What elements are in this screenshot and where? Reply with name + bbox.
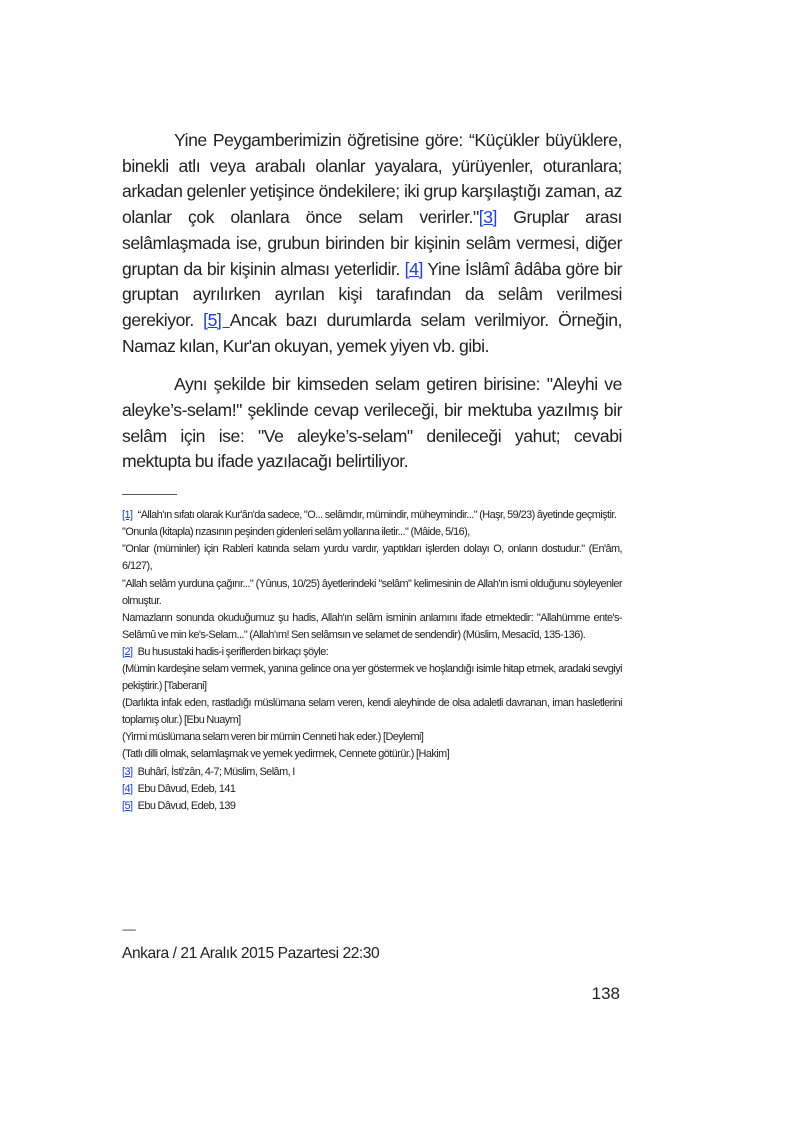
footnote-ref-5[interactable]: [5]	[203, 309, 230, 330]
footnote-1-number[interactable]: [1]	[122, 509, 133, 522]
page-content	[122, 128, 622, 815]
footnote-2-line-1: Bu husustaki hadis-i şeriflerden birkaçı şöyle:	[135, 645, 329, 658]
footnote-5	[122, 798, 622, 815]
footnote-2-line-2: (Mümin kardeşine selam vermek, yanına gelince ona yer göstermek ve hoşlandığı isimle hitap etmek, aradaki sevgiyi pekiştirir.) [Taberani]	[122, 662, 622, 693]
footnote-2	[122, 644, 622, 661]
footnote-1-line-4: "Allah selâm yurduna çağırır..." (Yûnus, 10/25) âyetlerindeki "selâm" kelimesinin de Allah'ın ismi olduğunu söyleyenler olmuştur.	[122, 577, 622, 607]
footnote-separator	[122, 494, 177, 495]
footer-separator: -----	[122, 924, 136, 936]
page-number: 138	[591, 984, 620, 1003]
footnote-4	[122, 781, 622, 798]
footnote-1-line-2: "Onunla (kitapla) rızasının peşinden gidenleri selâm yollarına iletir..." (Mâide, 5/16),	[122, 526, 470, 539]
body-paragraph-1	[122, 128, 622, 359]
footnote-2-number[interactable]: [2]	[122, 645, 133, 658]
footnote-3-text: Buhârî, İsti'zân, 4-7; Müslim, Selâm, I	[135, 765, 295, 778]
paragraph-1-text-d: Ancak bazı durumlarda selam verilmiyor. Örneğin, Namaz kılan, Kur'an okuyan, yemek yiyen vb. gibi.	[122, 309, 622, 356]
paragraph-1-text-b: Gruplar arası selâmlaşmada ise, grubun birinden bir kişinin selâm vermesi, diğer gruptan da bir kişinin alması yeterlidir.	[122, 207, 622, 279]
body-paragraph-2: Aynı şekilde bir kimseden selam getiren birisine: "Aleyhi ve aleyke’s-selam!" şeklinde cevap verileceği, bir mektuba yazılmış bir selâm için ise: "Ve aleyke’s-selam" denileceği yahut; cevabi mektupta bu ifade yazılacağı belirtiliyor.	[122, 374, 622, 472]
footnotes	[122, 507, 622, 815]
footnote-ref-4[interactable]: [4]	[404, 258, 423, 279]
paragraph-1-text-c: Yine İslâmî âdâba göre bir gruptan ayrılırken ayrılan kişi tarafından da selâm verilmesi gerekiyor.	[122, 258, 622, 330]
footnote-2-line-3: (Darlıkta infak eden, rastladığı müslümana selam veren, kendi aleyhinde de olsa adaletli davranan, iman hasletlerini toplamış olur.) [Ebu Nuaym]	[122, 697, 622, 727]
footnote-4-text: Ebu Dâvud, Edeb, 141	[135, 782, 236, 795]
footnote-5-number[interactable]: [5]	[122, 799, 133, 812]
footnote-5-text: Ebu Dâvud, Edeb, 139	[135, 799, 236, 812]
paragraph-1-text-a: Yine Peygamberimizin öğretisine göre: “Küçükler büyüklere, binekli atlı veya arabalı olanlar yayalara, yürüyenler, oturanlara; arkadan gelenler yetişince öndekilere; iki grup karşılaştığı zaman, az olanlar çok olanlara önce selam verirler."	[122, 130, 622, 228]
footnote-1-line-3: "Onlar (müminler) için Rableri katında selam yurdu vardır, yaptıkları işlerden dolayı O, onların dostudur." (En'âm, 6/127),	[122, 543, 622, 573]
footnote-2-line-5: (Tatlı dilli olmak, selamlaşmak ve yemek yedirmek, Cennete götürür.) [Hakim]	[122, 748, 450, 761]
footnote-1-line-5: Namazların sonunda okuduğumuz şu hadis, Allah'ın selâm isminin anlamını ifade etmektedir: "Allahümme ente's-Selâmû ve min ke's-Selam..." (Allah'ım! Sen selâmsın ve selamet de sendendir) (Müslim, Mesacîd, 135-136).	[122, 611, 622, 641]
footnote-1	[122, 507, 622, 524]
footnote-1-line-1: “Allah'ın sıfatı olarak Kur'ân'da sadece, "O... selâmdır, mümindir, müheymindir..." (Haşr, 59/23) âyetinde geçmiştir.	[135, 509, 617, 522]
footnote-2-line-4: (Yirmi müslümana selam veren bir mümin Cenneti hak eder.) [Deylemi]	[122, 731, 424, 744]
footnote-ref-3[interactable]: [3]	[478, 207, 497, 228]
footnote-3	[122, 764, 622, 781]
place-date: Ankara / 21 Aralık 2015 Pazartesi 22:30	[122, 945, 380, 962]
footnote-3-number[interactable]: [3]	[122, 765, 133, 778]
footnote-4-number[interactable]: [4]	[122, 782, 133, 795]
